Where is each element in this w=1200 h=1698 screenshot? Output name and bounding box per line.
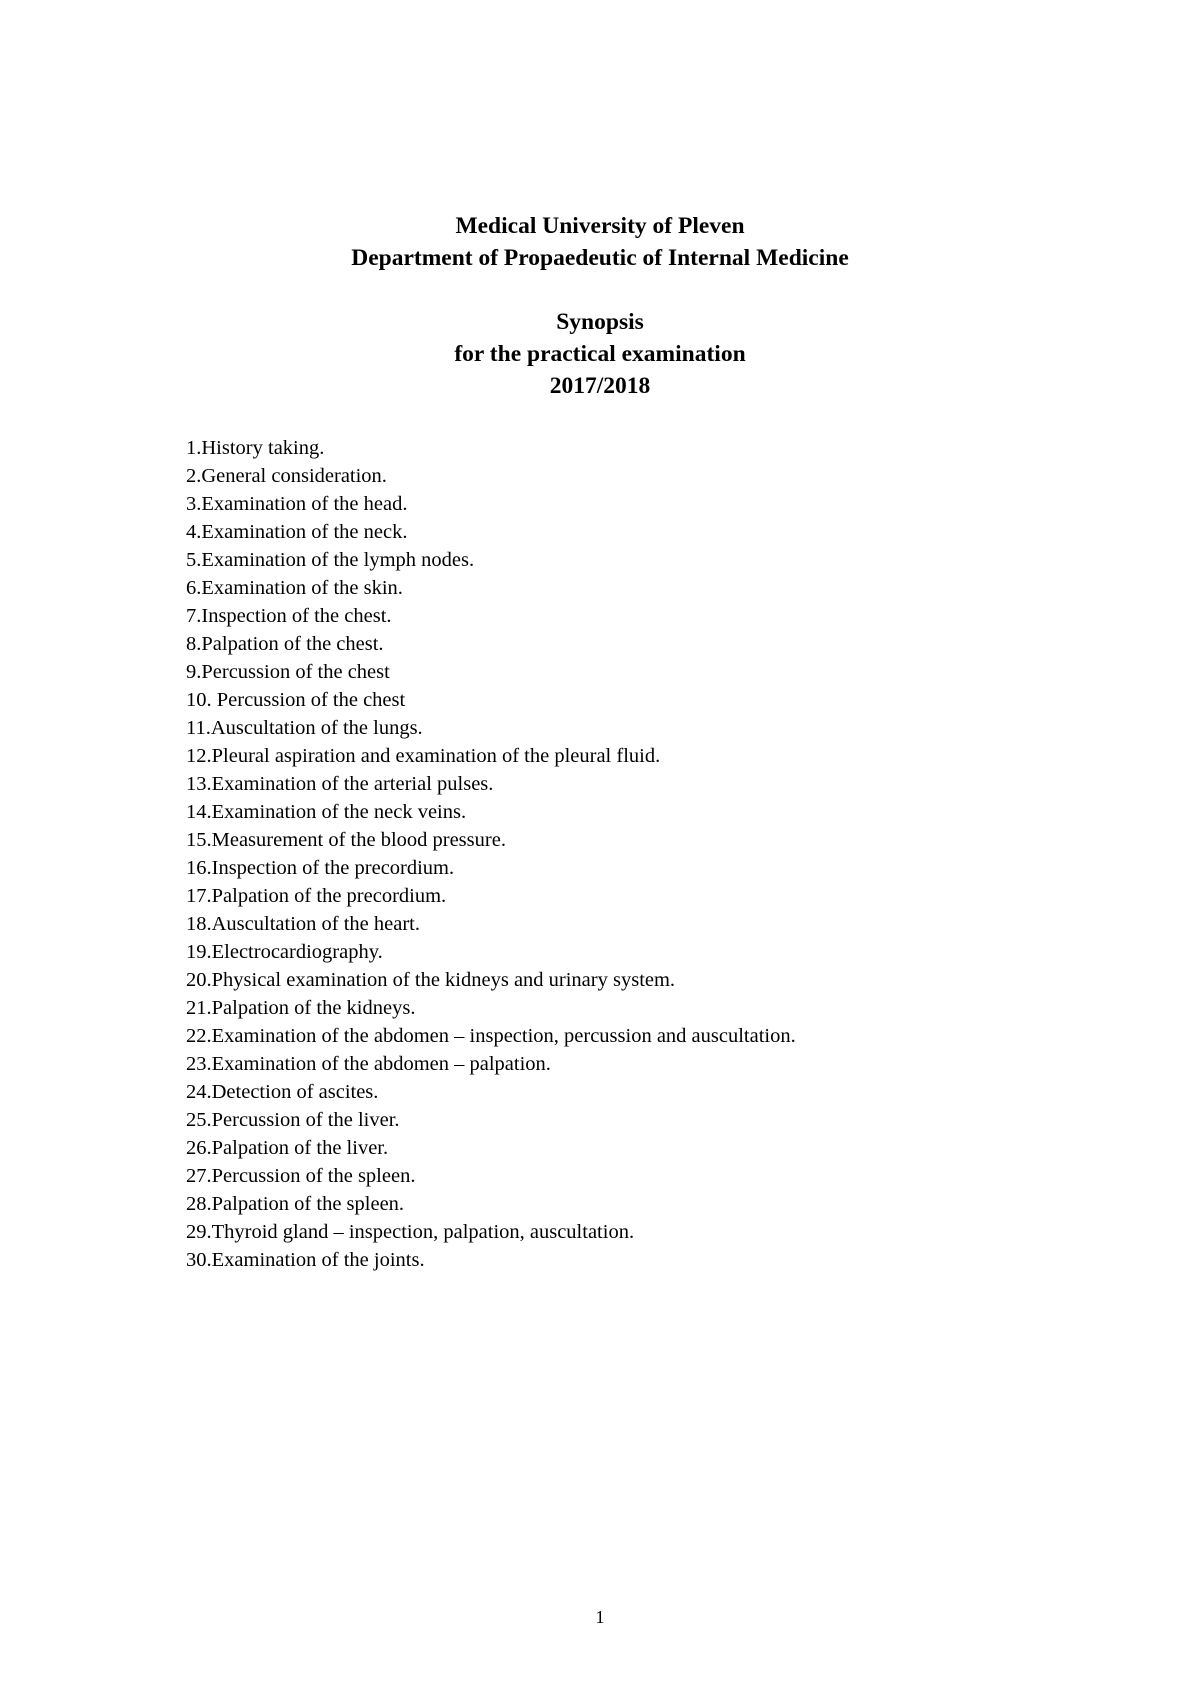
university-name: Medical University of Pleven	[455, 213, 745, 239]
list-item: 21.Palpation of the kidneys.	[186, 997, 416, 1019]
list-item: 14.Examination of the neck veins.	[186, 801, 467, 823]
list-item: 7.Inspection of the chest.	[186, 605, 392, 627]
list-item: 3.Examination of the head.	[186, 493, 408, 515]
list-item: 2.General consideration.	[186, 465, 387, 487]
list-item: 9.Percussion of the chest	[186, 661, 390, 683]
header-spacer	[0, 274, 1200, 306]
list-item: 11.Auscultation of the lungs.	[186, 717, 423, 739]
list-item: 17.Palpation of the precordium.	[186, 885, 447, 907]
department-name: Department of Propaedeutic of Internal Medicine	[351, 245, 849, 271]
document-title: Synopsis	[556, 309, 644, 335]
list-item: 12.Pleural aspiration and examination of the pleural fluid.	[186, 745, 661, 767]
list-item: 16.Inspection of the precordium.	[186, 857, 455, 879]
examination-topics-list	[186, 434, 796, 1274]
list-item: 30.Examination of the joints.	[186, 1249, 425, 1271]
list-item: 24.Detection of ascites.	[186, 1081, 379, 1103]
list-item: 6.Examination of the skin.	[186, 577, 403, 599]
list-item: 15.Measurement of the blood pressure.	[186, 829, 506, 851]
academic-year: 2017/2018	[549, 373, 651, 399]
list-item: 4.Examination of the neck.	[186, 521, 408, 543]
list-item: 28.Palpation of the spleen.	[186, 1193, 405, 1215]
list-item: 5.Examination of the lymph nodes.	[186, 549, 475, 571]
list-item: 10. Percussion of the chest	[186, 689, 406, 711]
list-item: 29.Thyroid gland – inspection, palpation, auscultation.	[186, 1221, 635, 1243]
page-number: 1	[595, 1607, 605, 1627]
list-item: 20.Physical examination of the kidneys and urinary system.	[186, 969, 676, 991]
list-item: 23.Examination of the abdomen – palpation.	[186, 1053, 551, 1075]
list-item: 1.History taking.	[186, 437, 325, 459]
list-item: 8.Palpation of the chest.	[186, 633, 384, 655]
list-item: 18.Auscultation of the heart.	[186, 913, 420, 935]
list-item: 13.Examination of the arterial pulses.	[186, 773, 494, 795]
list-item: 19.Electrocardiography.	[186, 941, 383, 963]
list-item: 27.Percussion of the spleen.	[186, 1165, 416, 1187]
list-item: 22.Examination of the abdomen – inspection, percussion and auscultation.	[186, 1025, 796, 1047]
list-item: 26.Palpation of the liver.	[186, 1137, 389, 1159]
document-header	[0, 210, 1200, 402]
document-subtitle: for the practical examination	[454, 341, 746, 367]
list-item: 25.Percussion of the liver.	[186, 1109, 400, 1131]
